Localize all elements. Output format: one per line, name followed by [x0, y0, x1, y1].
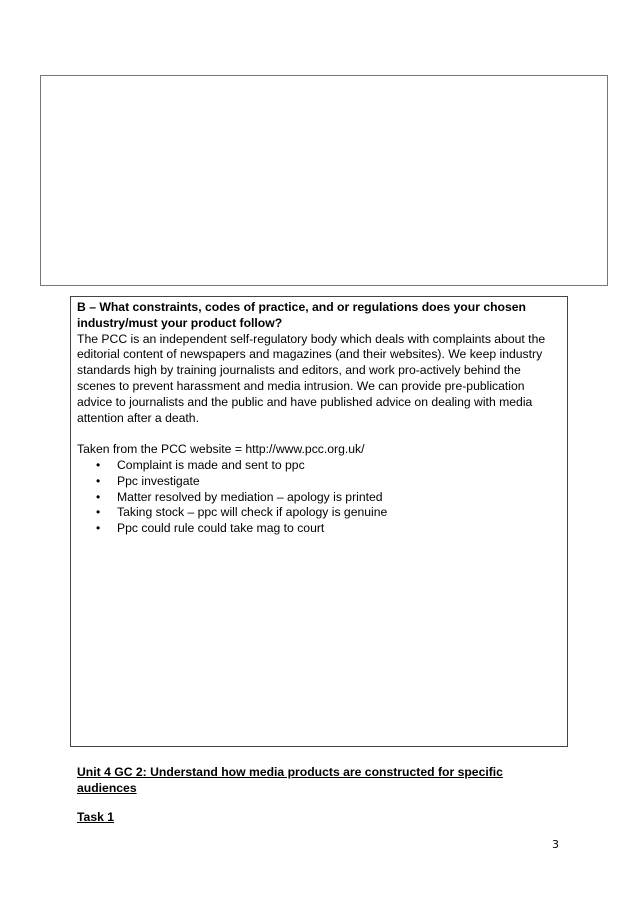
answer-box-b [70, 296, 568, 747]
spacer [77, 426, 561, 442]
list-item: • Matter resolved by mediation – apology is printed [77, 490, 561, 506]
list-item: • Taking stock – ppc will check if apology is genuine [77, 505, 561, 521]
section-b-source: Taken from the PCC website = http://www.pcc.org.uk/ [77, 442, 365, 457]
list-item: • Ppc could rule could take mag to court [77, 521, 561, 537]
list-item: • Complaint is made and sent to ppc [77, 458, 561, 474]
process-list [77, 458, 561, 537]
task-heading: Task 1 [77, 810, 115, 824]
list-item: • Ppc investigate [77, 474, 561, 490]
unit-heading: Unit 4 GC 2: Understand how media products are constructed for specific audiences [77, 765, 503, 795]
page-number: 3 [552, 838, 559, 851]
section-b-question: B – What constraints, codes of practice, and or regulations does your chosen industry/must your product follow? [77, 300, 526, 330]
section-b-paragraph: The PCC is an independent self-regulatory body which deals with complaints about the editorial content of newspapers and magazines (and their websites). We keep industry standards high by training journalists and editors, and work pro-actively behind the scenes to prevent harassment and media intrusion. We can provide pre-publication advice to journalists and the public and have published advice on dealing with media attention after a death. [77, 331, 546, 425]
answer-box-a [40, 75, 608, 286]
